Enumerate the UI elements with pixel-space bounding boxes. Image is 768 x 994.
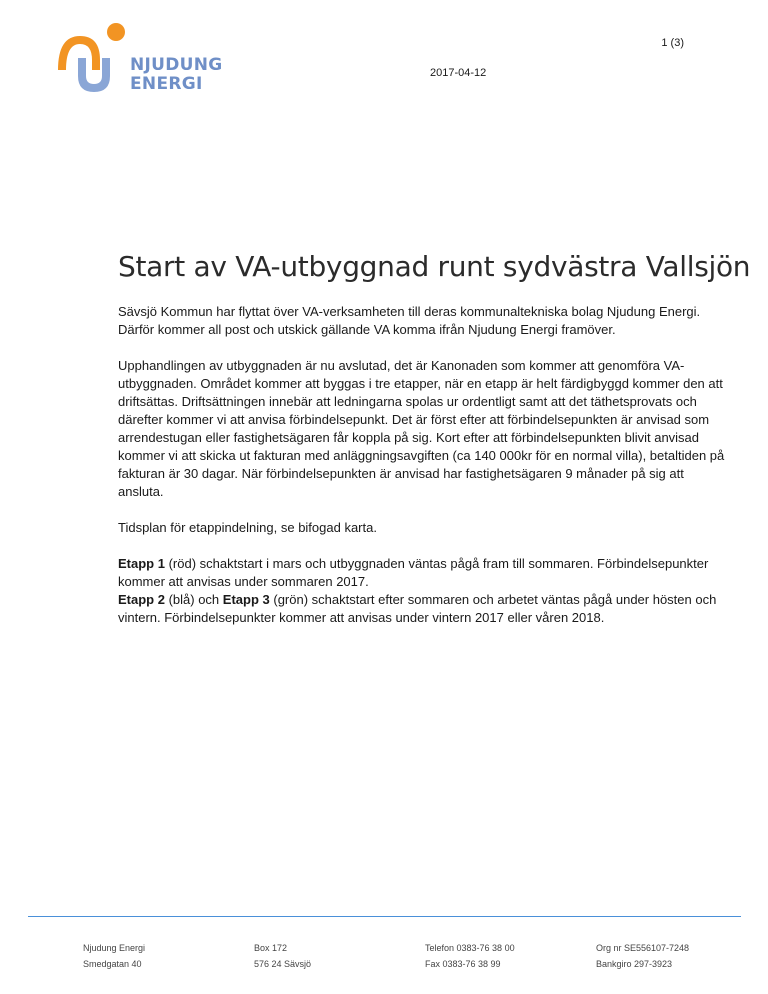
page-number: 1 (3): [661, 37, 684, 49]
logo-line-1: NJUDUNG: [130, 55, 223, 75]
footer-company-name: Njudung Energi: [83, 943, 146, 953]
footer-registration: [596, 940, 689, 972]
document-date: 2017-04-12: [430, 67, 487, 79]
etapp-3-label: Etapp 3: [222, 592, 270, 607]
footer-street: Smedgatan 40: [83, 959, 142, 969]
logo-line-2: ENERGI: [130, 74, 203, 94]
document-title: Start av VA-utbyggnad runt sydvästra Vallsjön: [118, 250, 751, 283]
document-body: [118, 303, 728, 627]
footer-phone: Telefon 0383-76 38 00: [425, 943, 515, 953]
paragraph-procurement: Upphandlingen av utbyggnaden är nu avslutad, det är Kanonaden som kommer att genomföra VA-utbyggnaden. Området kommer att byggas i tre etapper, när en etapp är helt färdigbyggd kommer den att driftsättas. Driftsättningen innebär att ledningarna spolas ur ordentligt samt att det täthetsprovats och därefter kommer vi att anvisa förbindelsepunkt. Det är först efter att förbindelsepunkten är anvisad som arrendestugan eller fastighetsägaren får koppla på sig. Kort efter att förbindelsepunkten blivit anvisad kommer vi att skicka ut fakturan med anläggningsavgiften (ca 140 000kr för en normal villa), betaltiden på fakturan är 30 dagar. När förbindelsepunkten är anvisad har fastighetsägaren 9 månader på sig att ansluta.: [118, 358, 725, 499]
paragraph-etapp-2-3: [118, 591, 728, 627]
footer-postal: [254, 940, 311, 972]
logo-mark-icon: [56, 20, 128, 100]
etapp-1-label: Etapp 1: [118, 556, 165, 571]
footer-box: Box 172: [254, 943, 288, 953]
paragraph-intro: Sävsjö Kommun har flyttat över VA-verksamheten till deras kommunaltekniska bolag Njudung Energi. Därför kommer all post och utskick gällande VA komma ifrån Njudung Energi framöver.: [118, 304, 701, 337]
etapp-3-text: (grön) schaktstart efter sommaren och arbetet väntas pågå under hösten och vintern. Förbindelsepunkter kommer att anvisas under vintern 2017 eller våren 2018.: [118, 592, 717, 625]
etapp-1-text: (röd) schaktstart i mars och utbyggnaden väntas pågå fram till sommaren. Förbindelsepunkter kommer att anvisas under sommaren 2017.: [118, 556, 709, 589]
footer-fax: Fax 0383-76 38 99: [425, 959, 501, 969]
footer-contact: [425, 940, 515, 972]
footer-org-nr: Org nr SE556107-7248: [596, 943, 690, 953]
footer-divider: [28, 916, 741, 917]
company-logo: [56, 20, 236, 100]
footer-city: 576 24 Sävsjö: [254, 959, 312, 969]
etapp-2-label: Etapp 2: [118, 592, 165, 607]
paragraph-etapp-1: [118, 555, 728, 591]
paragraph-schedule: Tidsplan för etappindelning, se bifogad karta.: [118, 520, 377, 535]
etapp-2-text: (blå) och: [164, 592, 223, 607]
footer-bankgiro: Bankgiro 297-3923: [596, 959, 673, 969]
footer-company: [83, 940, 145, 972]
